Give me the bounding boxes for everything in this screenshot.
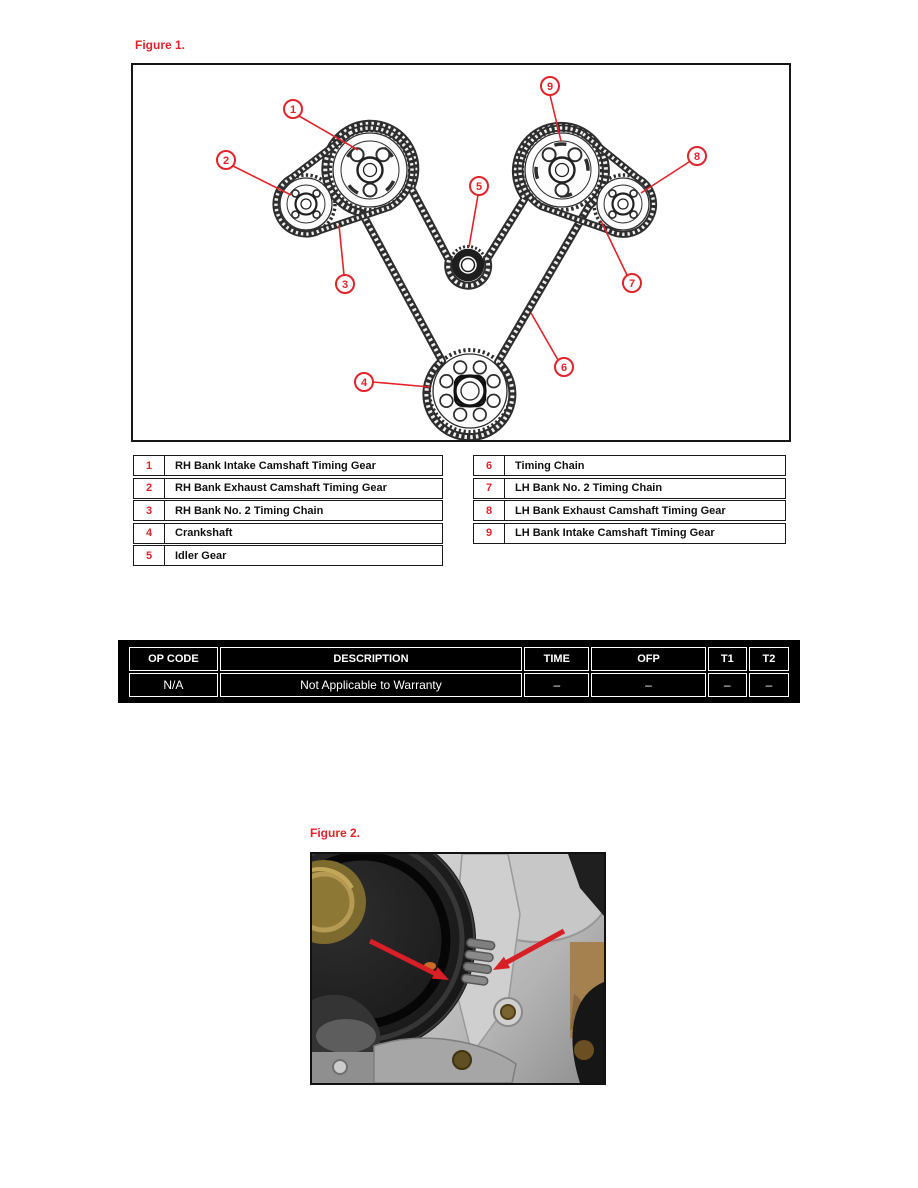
cell-description: Not Applicable to Warranty [220,673,522,697]
lower-engine-part [316,1019,376,1053]
hex-bolt [501,1005,515,1019]
callout-6 [555,358,573,376]
callout-9-num: 9 [546,81,554,93]
legend-row [473,455,786,476]
crankshaft-sprocket [433,354,507,428]
legend-row [133,523,443,544]
callout-9 [541,77,559,95]
callout-2-num: 2 [222,155,230,167]
legend-row [133,500,443,521]
cell-t2: – [749,673,789,697]
legend-num: 8 [474,501,505,520]
idler-gear [456,253,481,278]
callout-1-num: 1 [289,104,297,116]
callout-7 [623,274,641,292]
legend-table-right [473,455,786,545]
legend-num: 9 [474,524,505,543]
callout-7-num: 7 [628,278,636,290]
callout-2 [217,151,235,169]
warranty-header-row [129,647,789,671]
legend-table-left [133,455,443,568]
legend-row [473,523,786,544]
callout-4-num: 4 [360,377,368,389]
header-ofp: OFP [591,647,705,671]
callout-1 [284,100,302,118]
legend-num: 2 [134,479,165,498]
callout-3-num: 3 [341,279,349,291]
legend-row [133,545,443,566]
legend-label: LH Bank Exhaust Camshaft Timing Gear [515,504,726,517]
legend-label: LH Bank Intake Camshaft Timing Gear [515,527,715,539]
legend-row [133,478,443,499]
callout-5-num: 5 [475,181,483,193]
engine-timing-mark-photo [312,854,604,1083]
legend-num: 7 [474,479,505,498]
legend-num: 3 [134,501,165,520]
legend-row [473,500,786,521]
callout-3 [336,275,354,293]
legend-num: 1 [134,456,165,475]
legend-num: 5 [134,546,165,565]
callout-8-num: 8 [693,151,701,163]
legend-label: Crankshaft [175,527,233,539]
bronze-bolt [453,1051,471,1069]
warranty-op-code-table [127,645,791,699]
rh-exhaust-cam-gear [280,178,332,230]
callout-6-num: 6 [560,362,568,374]
lh-exhaust-cam-gear [597,178,649,230]
figure2-photo [310,852,606,1085]
legend-label: RH Bank Intake Camshaft Timing Gear [175,459,376,472]
figure1-diagram [131,63,791,442]
figure2-label: Figure 2. [310,826,361,840]
cell-ofp: – [591,673,705,697]
legend-row [473,478,786,499]
timing-chain-diagram [133,65,789,440]
legend-row [133,455,443,476]
callout-8 [688,147,706,165]
header-op-code: OP CODE [129,647,218,671]
callout-5 [470,177,488,195]
legend-label: LH Bank No. 2 Timing Chain [515,482,663,494]
callout-4 [355,373,373,391]
warranty-data-row [129,673,789,697]
bolt-lower-right [574,1040,594,1060]
legend-num: 6 [474,456,505,475]
cell-t1: – [708,673,747,697]
legend-label: Timing Chain [515,459,585,472]
rh-intake-cam-gear [333,133,407,207]
lh-intake-cam-gear [525,133,599,207]
legend-label: RH Bank Exhaust Camshaft Timing Gear [175,482,387,494]
header-t2: T2 [749,647,789,671]
bolt-lower-left [333,1060,347,1074]
legend-label: Idler Gear [175,549,227,562]
legend-num: 4 [134,524,165,543]
header-time: TIME [524,647,589,671]
header-description: DESCRIPTION [220,647,522,671]
figure1-label: Figure 1. [135,38,186,52]
callout-leader-lines [233,95,689,387]
cell-time: – [524,673,589,697]
header-t1: T1 [708,647,747,671]
warranty-table [118,640,800,703]
legend-label: RH Bank No. 2 Timing Chain [175,504,324,517]
cell-op-code: N/A [129,673,218,697]
